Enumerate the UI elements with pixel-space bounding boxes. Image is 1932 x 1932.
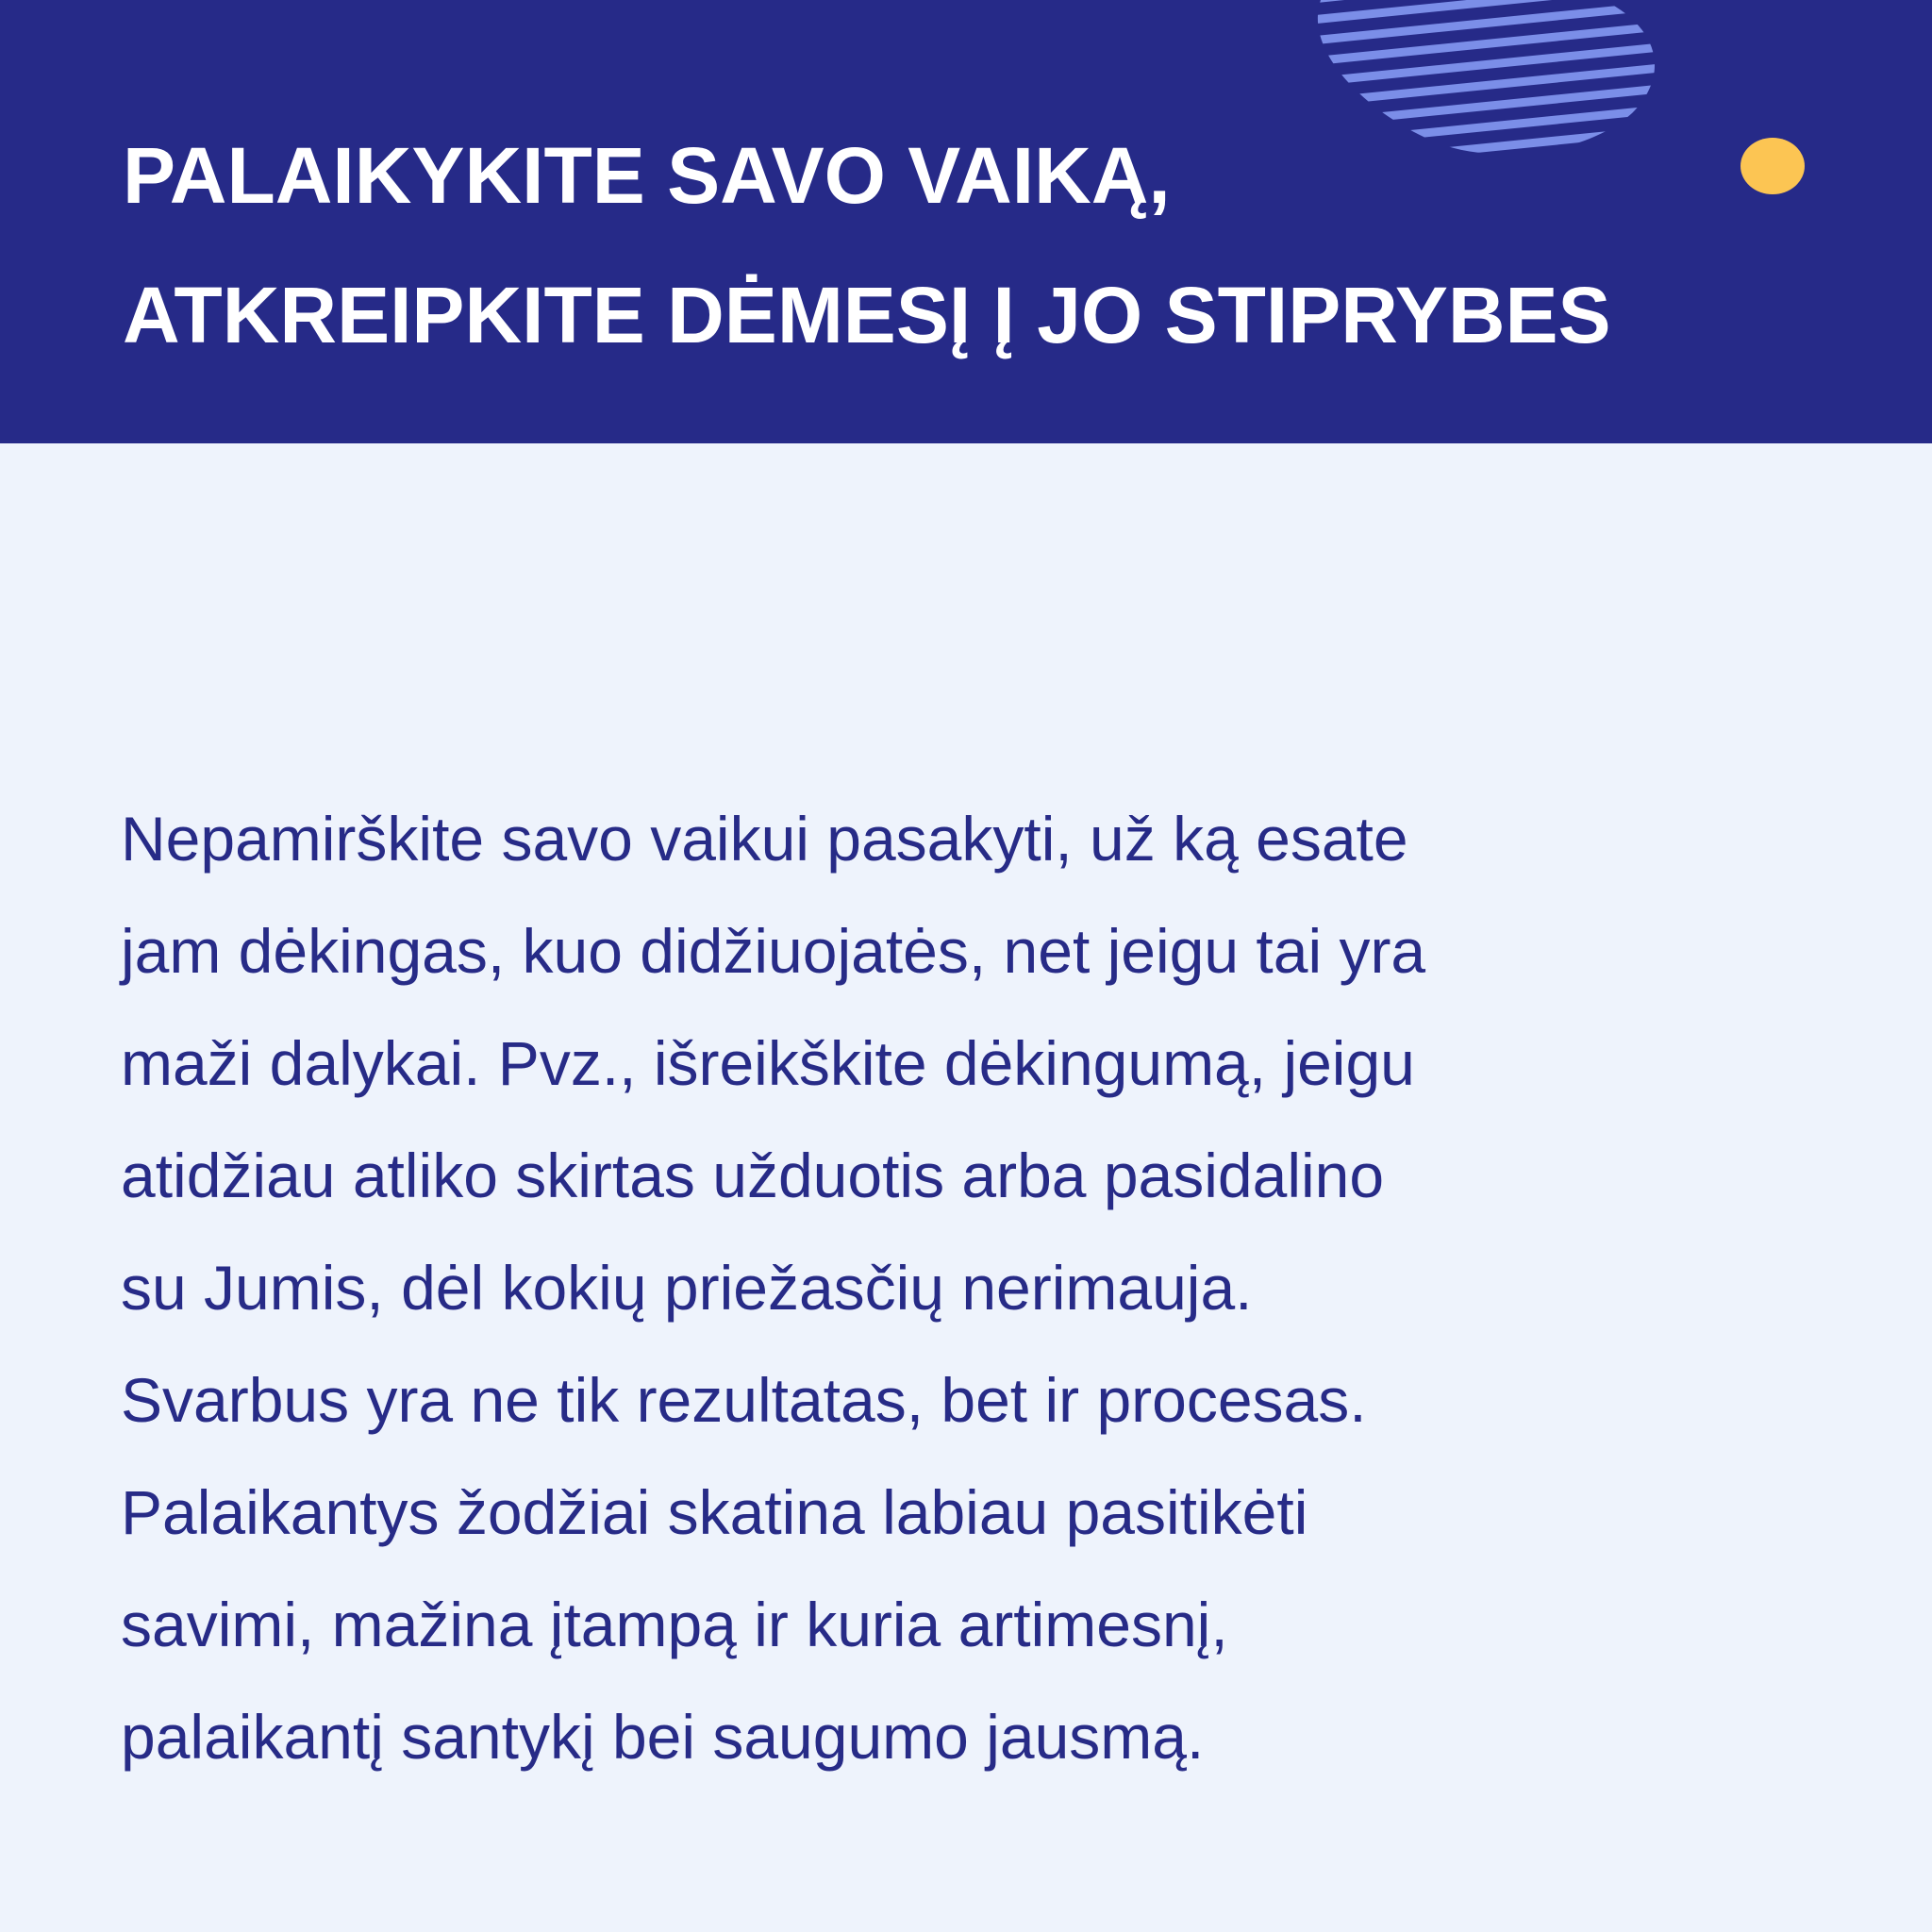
page-title [123,106,1611,385]
body-line: Svarbus yra ne tik rezultatas, bet ir procesas. [121,1365,1367,1435]
body-line: palaikantį santykį bei saugumo jausmą. [121,1702,1205,1772]
title-line-1: PALAIKYKITE SAVO VAIKĄ, [123,131,1171,220]
body-line: atidžiau atliko skirtas užduotis arba pasidalino [121,1141,1385,1210]
body-line: savimi, mažina įtampą ir kuria artimesnį, [121,1590,1228,1659]
body-line: Palaikantys žodžiai skatina labiau pasitikėti [121,1477,1308,1547]
title-line-2: ATKREIPKITE DĖMESĮ Į JO STIPRYBES [123,271,1611,359]
body-paragraph [121,783,1800,1793]
yellow-dot-decoration [1740,138,1805,194]
body-line: maži dalykai. Pvz., išreikškite dėkingumą, jeigu [121,1028,1415,1098]
body-line: jam dėkingas, kuo didžiuojatės, net jeigu tai yra [121,916,1426,986]
body-line: su Jumis, dėl kokių priežasčių nerimauja. [121,1253,1253,1323]
header-banner [0,0,1932,443]
body-line: Nepamirškite savo vaikui pasakyti, už ką esate [121,804,1408,874]
